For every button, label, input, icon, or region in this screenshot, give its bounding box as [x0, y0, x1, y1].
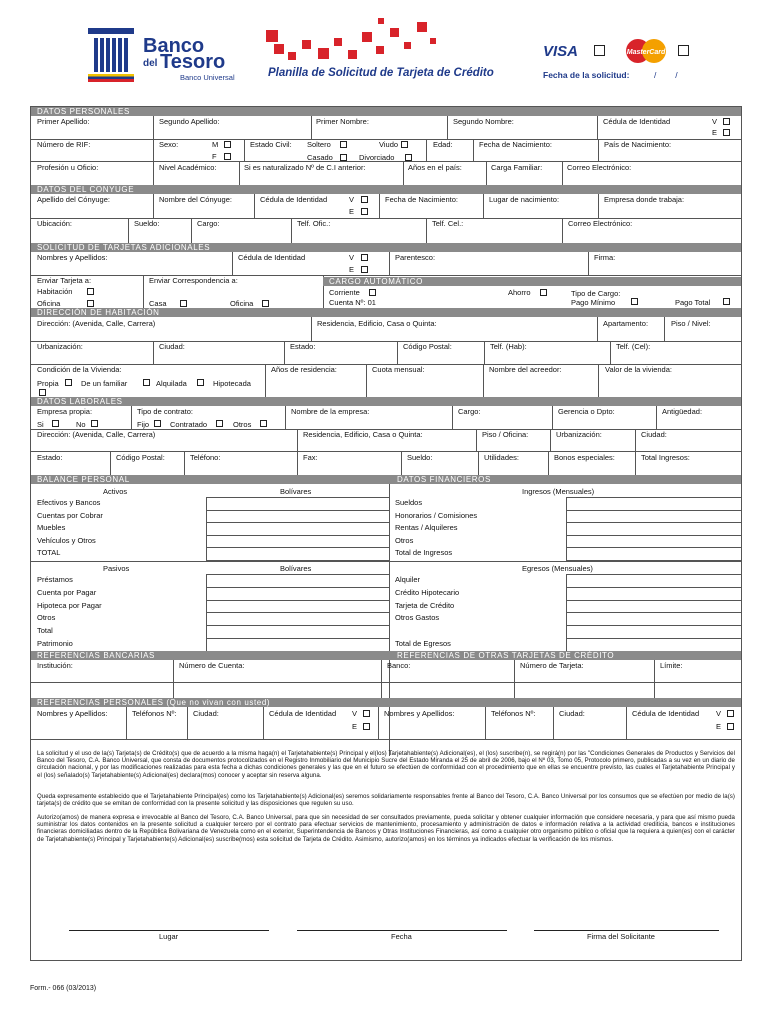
savings-checkbox[interactable] [540, 289, 547, 296]
income-row-amount-field-3[interactable] [566, 535, 741, 536]
spouse-v-checkbox[interactable] [361, 196, 368, 203]
own-business-no-label: No [76, 420, 86, 429]
form-title: Planilla de Solicitud de Tarjeta de Crédito [268, 67, 494, 79]
dependents-label: Carga Familiar: [491, 163, 543, 172]
section-spouse: DATOS DEL CONYUGE [31, 185, 741, 194]
mastercard-text: MasterCard [626, 49, 666, 56]
send-mail-home-checkbox[interactable] [180, 300, 187, 307]
years-country-label: Años en el país: [408, 163, 462, 172]
expenses-header: Egresos (Mensuales) [522, 564, 593, 573]
email-label: Correo Electrónico: [567, 163, 632, 172]
expense-row-2: Crédito Hipotecario [395, 587, 460, 597]
additional-e-label: E [349, 265, 355, 274]
asset-row-3: Muebles [37, 523, 66, 533]
form-code: Form.- 066 (03/2013) [30, 985, 97, 992]
send-mail-home-label: Casa [149, 299, 167, 308]
work-postal-label: Código Postal: [116, 453, 165, 462]
years-residence-label: Años de residencia: [271, 365, 337, 374]
liability-row-amount-field-3[interactable] [206, 612, 389, 613]
work-bonus-label: Bonos especiales: [554, 453, 615, 462]
birthdate-label: Fecha de Nacimiento: [479, 140, 552, 149]
first-name-label: Primer Nombre: [316, 117, 369, 126]
expense-row-amount-field-4[interactable] [566, 625, 741, 626]
additional-v-checkbox[interactable] [361, 254, 368, 261]
section-bank-references: REFERENCIAS BANCARIAS [31, 651, 741, 660]
ref2-phone-label: Teléfonos Nº: [491, 709, 536, 718]
visa-checkbox[interactable] [594, 45, 605, 56]
expense-row-6: Total de Egresos [395, 639, 451, 648]
savings-label: Ahorro [508, 288, 531, 297]
creditor-label: Nombre del acreedor: [489, 365, 562, 374]
spouse-salary-label: Sueldo: [134, 219, 160, 228]
widowed-label: Viudo [379, 140, 399, 149]
contracted-checkbox[interactable] [216, 420, 223, 427]
first-surname-label: Primer Apellido: [37, 117, 90, 126]
rented-checkbox[interactable] [197, 379, 204, 386]
job-title-label: Cargo: [458, 407, 481, 416]
liability-row-amount-field-1[interactable] [206, 587, 389, 588]
ref1-id-label: Cédula de Identidad [269, 709, 337, 718]
checking-label: Corriente [329, 288, 360, 297]
home-city-label: Ciudad: [159, 342, 185, 351]
work-fax-label: Fax: [303, 453, 318, 462]
additional-name-label: Nombres y Apellidos: [37, 253, 108, 262]
request-date-label: Fecha de la solicitud: [543, 70, 630, 80]
income-row-3: Rentas / Alquileres [395, 523, 458, 533]
sex-m-checkbox[interactable] [224, 141, 231, 148]
family-label: De un familiar [81, 379, 128, 388]
min-payment-label: Pago Mínimo [571, 298, 616, 307]
work-profits-label: Utilidades: [484, 453, 520, 462]
send-mail-office-label: Oficina [230, 299, 254, 308]
income-row-4: Otros [395, 535, 414, 545]
bank-subtitle: Banco Universal [180, 73, 235, 82]
ref2-v-checkbox[interactable] [727, 710, 734, 717]
send-card-label: Enviar Tarjeta a: [37, 276, 92, 285]
ref1-e-checkbox[interactable] [363, 723, 370, 730]
profession-label: Profesión u Oficio: [37, 163, 99, 172]
ref1-e-label: E [352, 722, 358, 731]
liability-row-amount-field-4[interactable] [206, 625, 389, 626]
work-urbanization-label: Urbanización: [556, 430, 602, 439]
institution-label: Institución: [37, 661, 73, 670]
section-auto-charge: CARGO AUTOMÁTICO [323, 277, 741, 286]
income-row-amount-field-1[interactable] [566, 510, 741, 511]
contracted-label: Contratado [170, 420, 208, 429]
owned-checkbox[interactable] [65, 379, 72, 386]
seniority-label: Antigüedad: [662, 407, 703, 416]
second-surname-label: Segundo Apellido: [159, 117, 220, 126]
spouse-employer-label: Empresa donde trabaja: [604, 195, 685, 204]
ref2-city-label: Ciudad: [559, 709, 585, 718]
spouse-birthplace-label: Lugar de nacimiento: [489, 195, 560, 204]
sex-f-label: F [212, 152, 217, 161]
widowed-checkbox[interactable] [401, 141, 408, 148]
asset-row-amount-field-4[interactable] [206, 547, 389, 548]
apartment-label: Apartamento: [603, 319, 649, 328]
mortgaged-checkbox[interactable] [39, 389, 46, 396]
send-card-office-checkbox[interactable] [87, 300, 94, 307]
spouse-cell-label: Telf. Cel.: [432, 219, 464, 228]
send-mail-office-checkbox[interactable] [262, 300, 269, 307]
asset-row-1: Efectivos y Bancos [37, 498, 101, 507]
legal-paragraph-3: Autorizo(amos) de manera expresa e irrevocable al Banco del Tesoro, C.A. Banco Universal, para que sin necesidad de ser consultados previamente, pueda solicitar y obtener cualquier información que considere necesaria, y para que así mismo pueda suministrar los datos contenidos en la presente solicitud a cualquier tercero por el contrato para efectuar servicios de mantenimiento, procesamiento y administración de datos e información relativa a la actividad crediticia, bancos e instituciones financieras domiciliadas dentro de la República Bolivariana de Venezuela como en el exterior, Superintendencia de Bancos y Otras Instituciones Financieras, así como a cualquier otro organismo público o oficial que la requiera a quien(es) con el carácter de Tarjetahabiente(s) Principal y Tarjetahabiente(s) Adicional(es) suscribe(mos) esta solicitud de Tarjeta de Crédito. Asimismo, autorizo(amos) en los términos ya indicados efectuar la verificación de los mismos. [37, 814, 735, 843]
signature-label: Firma: [594, 253, 616, 262]
home-postal-label: Código Postal: [403, 342, 452, 351]
ref2-e-label: E [716, 722, 722, 731]
asset-row-amount-field-2[interactable] [206, 522, 389, 523]
marital-label: Estado Civil: [250, 140, 292, 149]
expense-row-1: Alquiler [395, 575, 421, 584]
income-header: Ingresos (Mensuales) [522, 487, 595, 496]
sex-f-checkbox[interactable] [224, 153, 231, 160]
own-business-no-checkbox[interactable] [91, 420, 98, 427]
min-payment-checkbox[interactable] [631, 298, 638, 305]
ref2-v-label: V [716, 709, 722, 718]
single-label: Soltero [307, 140, 331, 149]
work-total-label: Total Ingresos: [641, 453, 690, 462]
income-row-5: Total de Ingresos [395, 548, 453, 558]
work-building-label: Residencia, Edificio, Casa o Quinta: [303, 430, 423, 439]
work-floor-label: Piso / Oficina: [482, 430, 529, 439]
section-additional-cards: SOLICITUD DE TARJETAS ADICIONALES [31, 243, 741, 252]
assets-header: Activos [103, 487, 128, 496]
mastercard-checkbox[interactable] [678, 45, 689, 56]
home-cell-label: Telf. (Cel): [616, 342, 651, 351]
account-number-field[interactable]: Cuenta Nº: 01 [329, 298, 376, 307]
home-value-label: Valor de la vivienda: [605, 365, 672, 374]
work-address-label: Dirección: (Avenida, Calle, Carrera) [37, 430, 156, 439]
bank-name-line2: Tesoro [160, 51, 226, 73]
liability-row-amount-field-5[interactable] [206, 638, 389, 639]
liability-row-6: Patrimonio [37, 639, 73, 648]
work-salary-label: Sueldo: [407, 453, 433, 462]
expense-row-4: Otros Gastos [395, 613, 440, 623]
additional-id-label: Cédula de Identidad [238, 253, 306, 262]
naturalized-label: Si es naturalizado Nº de C.I anterior: [244, 163, 366, 172]
ref1-name-label: Nombres y Apellidos: [37, 709, 108, 718]
ref1-v-checkbox[interactable] [363, 710, 370, 717]
spouse-position-label: Cargo: [197, 219, 220, 228]
home-state-label: Estado: [290, 342, 316, 351]
section-card-references: REFERENCIAS DE OTRAS TARJETAS DE CRÉDITO [389, 651, 741, 660]
family-checkbox[interactable] [143, 379, 150, 386]
section-personal-references: REFERENCIAS PERSONALES (Que no vivan con usted) [31, 698, 741, 707]
signature-line[interactable] [534, 930, 719, 931]
send-mail-label: Enviar Correspondencia a: [149, 276, 238, 285]
asset-row-2: Cuentas por Cobrar [37, 510, 103, 520]
income-row-1: Sueldos [395, 498, 423, 507]
work-city-label: Ciudad: [641, 430, 667, 439]
expense-row-amount-field-5[interactable] [566, 638, 741, 639]
spouse-location-label: Ubicación: [37, 219, 73, 228]
spouse-v-label: V [349, 195, 355, 204]
fixed-label: Fijo [137, 420, 150, 429]
id-v-checkbox[interactable] [723, 118, 730, 125]
education-label: Nivel Académico: [159, 163, 217, 172]
department-label: Gerencia o Dpto: [558, 407, 615, 416]
liability-row-3: Hipoteca por Pagar [37, 600, 102, 610]
birth-country-label: País de Nacimiento: [604, 140, 672, 149]
rif-label: Número de RIF: [37, 140, 91, 149]
charge-type-label: Tipo de Cargo: [571, 289, 621, 298]
divorced-checkbox[interactable] [405, 154, 412, 161]
ref1-v-label: V [352, 709, 358, 718]
relationship-label: Parentesco: [395, 253, 436, 262]
date-label: Fecha [391, 932, 412, 941]
liability-row-amount-field-2[interactable] [206, 600, 389, 601]
own-business-yes-label: Si [37, 420, 44, 429]
liabilities-header: Pasivos [103, 564, 130, 573]
spouse-email-label: Correo Electrónico: [568, 219, 633, 228]
place-label: Lugar [159, 932, 179, 941]
bank-name-del: del [143, 58, 158, 69]
application-form [30, 106, 742, 961]
expense-row-amount-field-1[interactable] [566, 587, 741, 588]
fixed-checkbox[interactable] [154, 420, 161, 427]
bank-name-line1: Banco [143, 35, 205, 57]
spouse-surname-label: Apellido del Cónyuge: [37, 195, 110, 204]
income-row-2: Honorarios / Comisiones [395, 510, 478, 520]
liabilities-bolivares-header: Bolívares [280, 564, 312, 573]
total-payment-label: Pago Total [675, 298, 711, 307]
spouse-e-checkbox[interactable] [361, 208, 368, 215]
applicant-signature-label: Firma del Solicitante [587, 932, 655, 941]
liability-row-5: Total [37, 626, 53, 636]
own-business-label: Empresa propia: [37, 407, 93, 416]
home-urbanization-label: Urbanización: [37, 342, 83, 351]
income-row-amount-field-2[interactable] [566, 522, 741, 523]
spouse-office-phone-label: Telf. Ofic.: [297, 219, 331, 228]
id-v-label: V [712, 117, 718, 126]
spouse-birthdate-label: Fecha de Nacimiento: [385, 195, 458, 204]
asset-row-amount-field-1[interactable] [206, 510, 389, 511]
own-business-yes-checkbox[interactable] [52, 420, 59, 427]
liability-row-2: Cuenta por Pagar [37, 587, 97, 597]
section-financial-data: DATOS FINANCIEROS [389, 475, 741, 484]
id-e-label: E [712, 128, 718, 137]
place-line[interactable] [69, 930, 269, 931]
mortgaged-label: Hipotecada [213, 379, 251, 388]
ref2-name-label: Nombres y Apellidos: [384, 709, 455, 718]
date-line[interactable] [297, 930, 507, 931]
send-card-home-checkbox[interactable] [87, 288, 94, 295]
section-home-address: DIRECCIÓN DE HABITACIÓN [31, 308, 741, 317]
send-card-office-label: Oficina [37, 299, 61, 308]
married-label: Casado [307, 153, 333, 162]
other-contract-checkbox[interactable] [260, 420, 267, 427]
expense-row-3: Tarjeta de Crédito [395, 600, 455, 610]
card-limit-label: Límite: [660, 661, 683, 670]
section-employment: DATOS LABORALES [31, 397, 741, 406]
spouse-name-label: Nombre del Cónyuge: [159, 195, 232, 204]
sex-m-label: M [212, 140, 219, 149]
single-checkbox[interactable] [340, 141, 347, 148]
additional-e-checkbox[interactable] [361, 266, 368, 273]
work-phone-label: Teléfono: [190, 453, 221, 462]
asset-row-amount-field-3[interactable] [206, 535, 389, 536]
monthly-fee-label: Cuota mensual: [372, 365, 425, 374]
divorced-label: Divorciado [359, 153, 395, 162]
legal-paragraph-2: Queda expresamente establecido que el Tarjetahabiente Principal(es) como los Tarjetahabiente(s) Adicional(es) seremos solidariamente responsables frente al Banco del Tesoro, C.A. Banco Universal por los consumos que se efectúen por medio de la(s) tarjeta(s) de crédito que se emitan de conformidad con la presente solicitud y las disposiciones que regulen su uso. [37, 793, 735, 808]
card-bank-label: Banco: [387, 661, 411, 670]
id-e-checkbox[interactable] [723, 129, 730, 136]
second-name-label: Segundo Nombre: [453, 117, 514, 126]
home-phone-label: Telf. (Hab): [490, 342, 527, 351]
rented-label: Alquilada [156, 379, 187, 388]
id-label: Cédula de Identidad [603, 117, 671, 126]
sex-label: Sexo: [159, 140, 179, 149]
mastercard-logo-icon [622, 38, 672, 64]
send-card-home-label: Habitación [37, 287, 73, 296]
section-personal-data: DATOS PERSONALES [31, 107, 741, 116]
owned-label: Propia [37, 379, 59, 388]
spouse-e-label: E [349, 207, 355, 216]
expense-row-amount-field-2[interactable] [566, 600, 741, 601]
housing-condition-label: Condición de la Vivienda: [37, 365, 122, 374]
age-label: Edad: [433, 140, 453, 149]
home-address-label: Dirección: (Avenida, Calle, Carrera) [37, 319, 156, 328]
card-number-label: Número de Tarjeta: [520, 661, 584, 670]
company-name-label: Nombre de la empresa: [291, 407, 370, 416]
home-building-label: Residencia, Edificio, Casa o Quinta: [317, 319, 437, 328]
liability-row-4: Otros [37, 613, 56, 623]
married-checkbox[interactable] [340, 154, 347, 161]
visa-logo: VISA [543, 43, 579, 60]
form-header [0, 0, 768, 100]
asset-row-5: TOTAL [37, 548, 61, 558]
account-number-label: Número de Cuenta: [179, 661, 245, 670]
request-date-field[interactable]: / / [654, 70, 678, 80]
income-row-amount-field-4[interactable] [566, 547, 741, 548]
ref2-id-label: Cédula de Identidad [632, 709, 700, 718]
expense-row-amount-field-3[interactable] [566, 612, 741, 613]
other-contract-label: Otros [233, 420, 252, 429]
additional-v-label: V [349, 253, 355, 262]
total-payment-checkbox[interactable] [723, 298, 730, 305]
ref2-e-checkbox[interactable] [727, 723, 734, 730]
section-personal-balance: BALANCE PERSONAL [31, 475, 741, 484]
spouse-id-label: Cédula de Identidad [260, 195, 328, 204]
ref1-city-label: Ciudad: [193, 709, 219, 718]
floor-label: Piso / Nivel: [671, 319, 711, 328]
decorative-squares-icon [262, 18, 442, 64]
assets-bolivares-header: Bolívares [280, 487, 312, 496]
liability-row-1: Préstamos [37, 575, 73, 584]
legal-paragraph-1: La solicitud y el uso de la(s) Tarjeta(s) de Crédito(s) que de acuerdo a la misma haga(n) el Tarjetahabiente(s) Principal y el(los) Tarjetahabiente(s) Adicional(es), el (los) suscribe(n), se regirá(n) por las "Condiciones Generales de Productos y Servicios del Banco del Tesoro, C.A. Banco Universal, que consta de documentos protocolizados en el Registro Inmobiliario del Municipio Sucre del Estado Miranda el 25 de abril de 2006, bajo el Nº 03, Tomo 05, Protocolo primero, publicadas a su vez en un diario de circulación nacional, y por las modificaciones realizadas para esta fecha a dichas condiciones generales y las que en el futuro se efectúen de conformidad con el procedimiento que en ellas se encuentre previsto, las cuales el Tarjetahabiente Principal y el (los) señalado(s) Tarjetahabiente(s) Adicional(es) declara(mos) conocer y aceptar sin reserva alguna. [37, 750, 735, 779]
asset-row-4: Vehículos y Otros [37, 535, 96, 545]
bank-logo-icon [86, 28, 136, 82]
contract-type-label: Tipo de contrato: [137, 407, 194, 416]
work-state-label: Estado: [37, 453, 63, 462]
ref1-phone-label: Teléfonos Nº: [132, 709, 177, 718]
checking-checkbox[interactable] [369, 289, 376, 296]
